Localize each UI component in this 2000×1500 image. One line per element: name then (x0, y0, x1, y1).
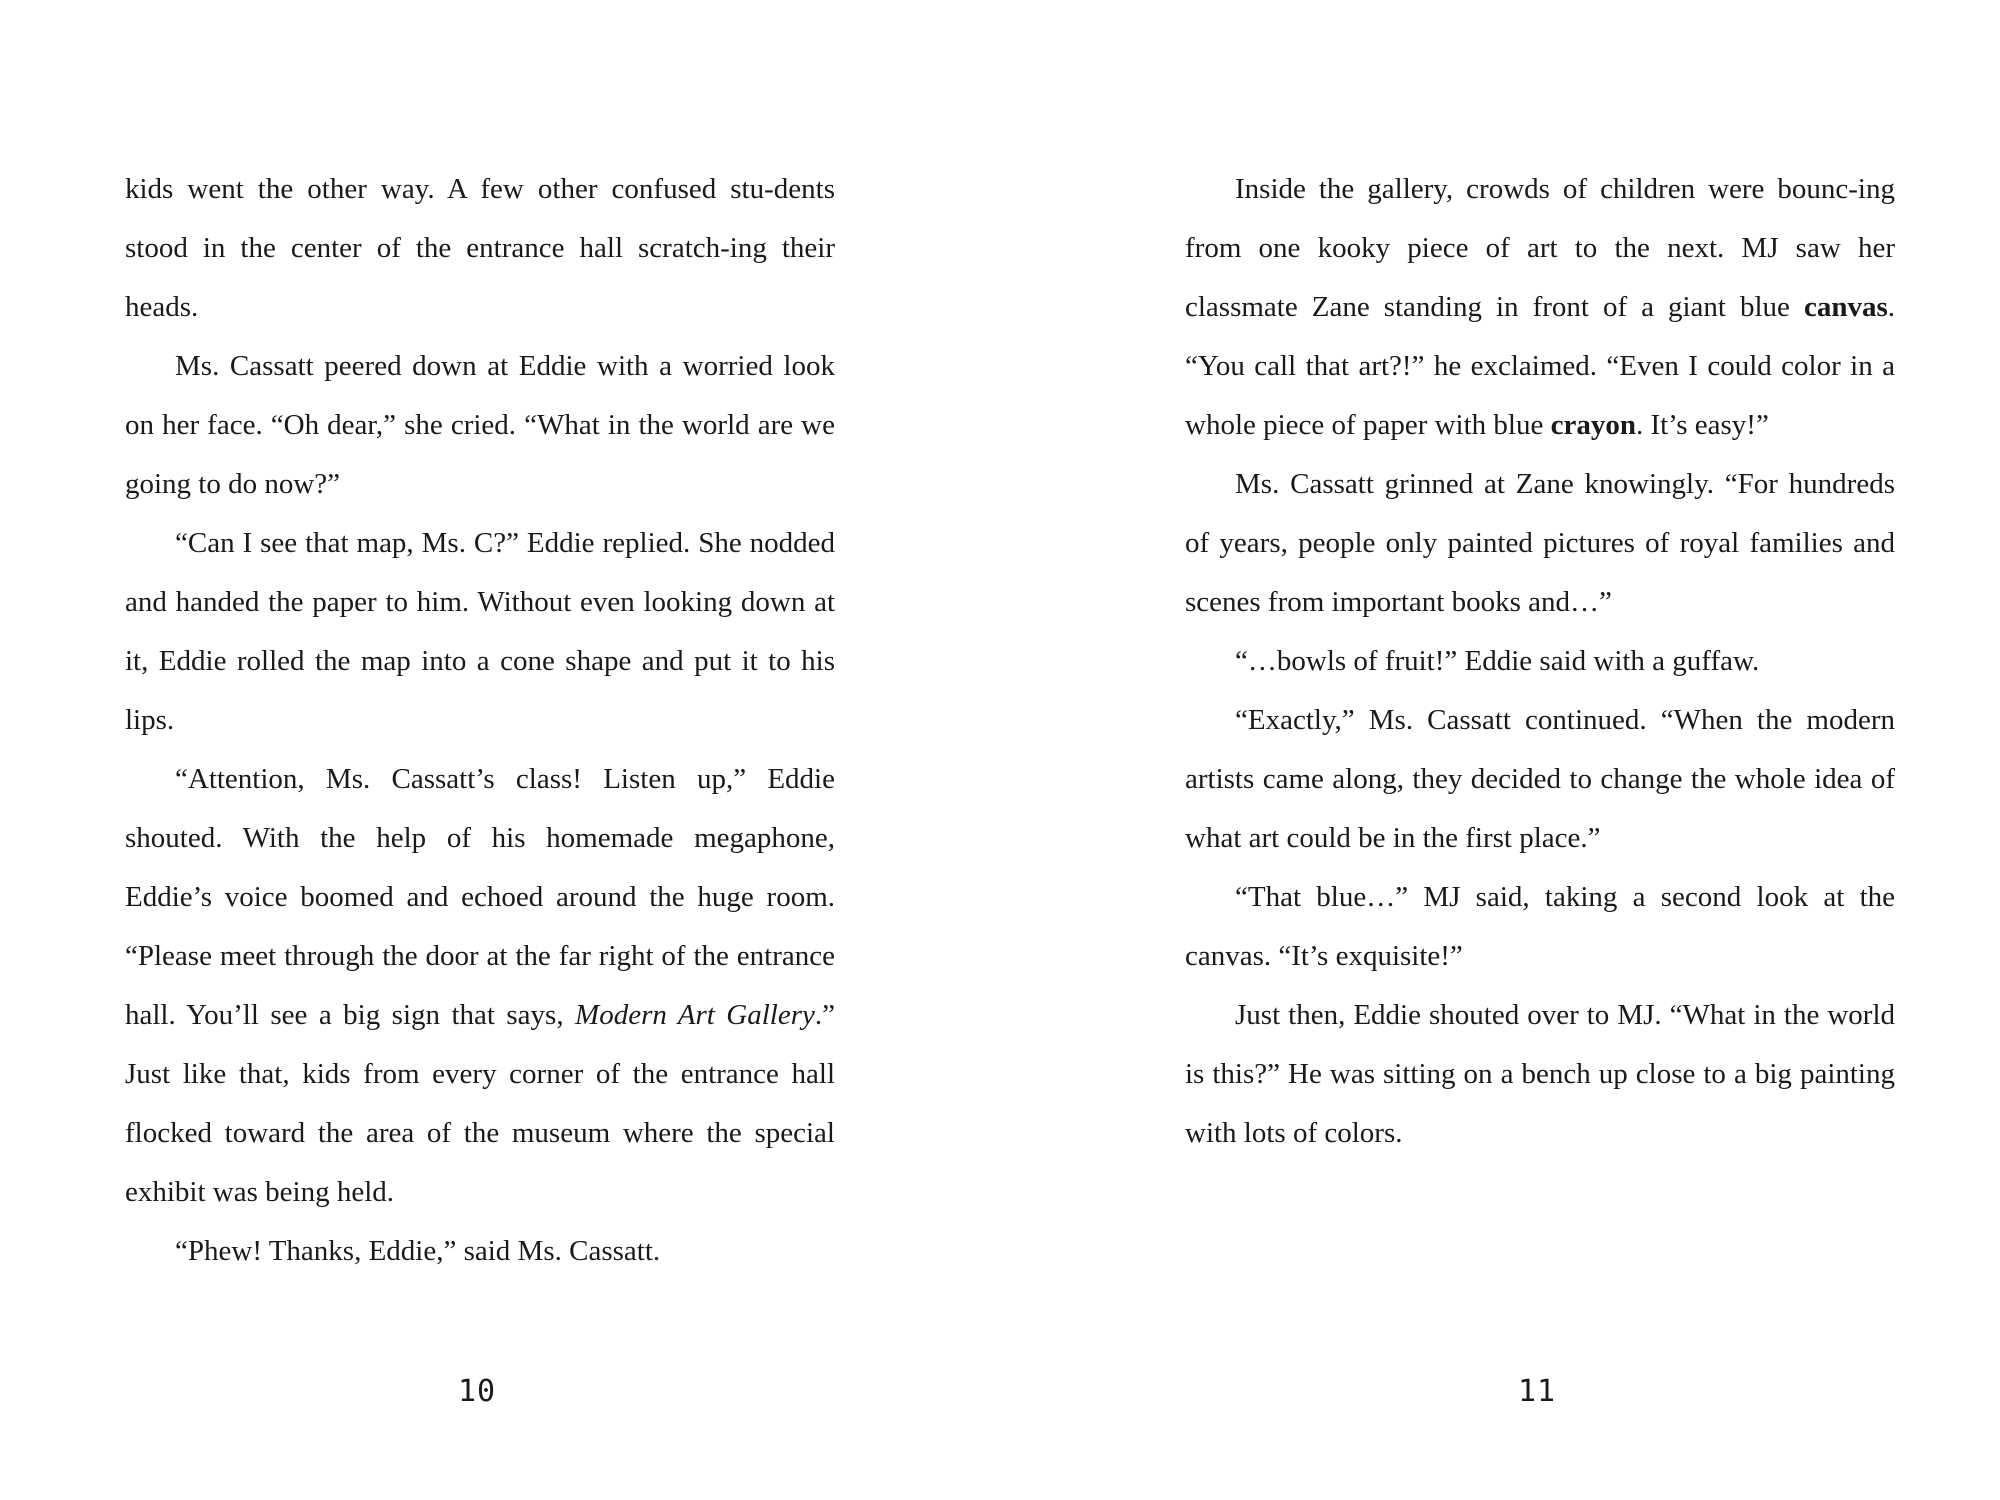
paragraph: Just then, Eddie shouted over to MJ. “What in the world is this?” He was sitting on a bench up close to a big painting with lots of colors. (1185, 999, 1895, 1149)
paragraph: “Can I see that map, Ms. C?” Eddie replied. She nodded and handed the paper to him. Without even looking down at it, Eddie rolled the map into a cone shape and put it to his lips. (125, 527, 835, 736)
paragraph: “Exactly,” Ms. Cassatt continued. “When the modern artists came along, they decided to change the whole idea of what art could be in the first place.” (1185, 704, 1895, 854)
paragraph: “That blue…” MJ said, taking a second look at the canvas. “It’s exquisite!” (1185, 881, 1895, 972)
paragraph: “Phew! Thanks, Eddie,” said Ms. Cassatt. (175, 1235, 661, 1267)
paragraph: Inside the gallery, crowds of children were bounc-ing from one kooky piece of art to the next. MJ saw her classmate Zane standing in front of a giant blue canvas. “You call that art?!” he exclaimed. “Even I could color in a whole piece of paper with blue crayon. It’s easy!” (1185, 173, 1895, 441)
page-number-right: 11 (1517, 1374, 1557, 1409)
italic-gallery-name: Modern Art Gallery (575, 999, 815, 1031)
paragraph: kids went the other way. A few other confused stu-dents stood in the center of the entrance hall scratch-ing their heads. (125, 173, 835, 323)
paragraph: Ms. Cassatt grinned at Zane knowingly. “For hundreds of years, people only painted pictures of royal families and scenes from important books and…” (1185, 468, 1895, 618)
left-page (125, 160, 835, 1281)
bold-vocab-word: canvas (1803, 291, 1888, 323)
paragraph: Ms. Cassatt peered down at Eddie with a worried look on her face. “Oh dear,” she cried. “What in the world are we going to do now?” (125, 350, 835, 500)
right-page (1185, 160, 1895, 1163)
bold-vocab-word: crayon (1550, 409, 1636, 441)
page-number-left: 10 (457, 1374, 497, 1409)
paragraph: “…bowls of fruit!” Eddie said with a guffaw. (1235, 645, 1760, 677)
paragraph: “Attention, Ms. Cassatt’s class! Listen up,” Eddie shouted. With the help of his homemade megaphone, Eddie’s voice boomed and echoed around the huge room. “Please meet through the door at the far right of the entrance hall. You’ll see a big sign that says, Modern Art Gallery.” Just like that, kids from every corner of the entrance hall flocked toward the area of the museum where the special exhibit was being held. (125, 763, 836, 1208)
